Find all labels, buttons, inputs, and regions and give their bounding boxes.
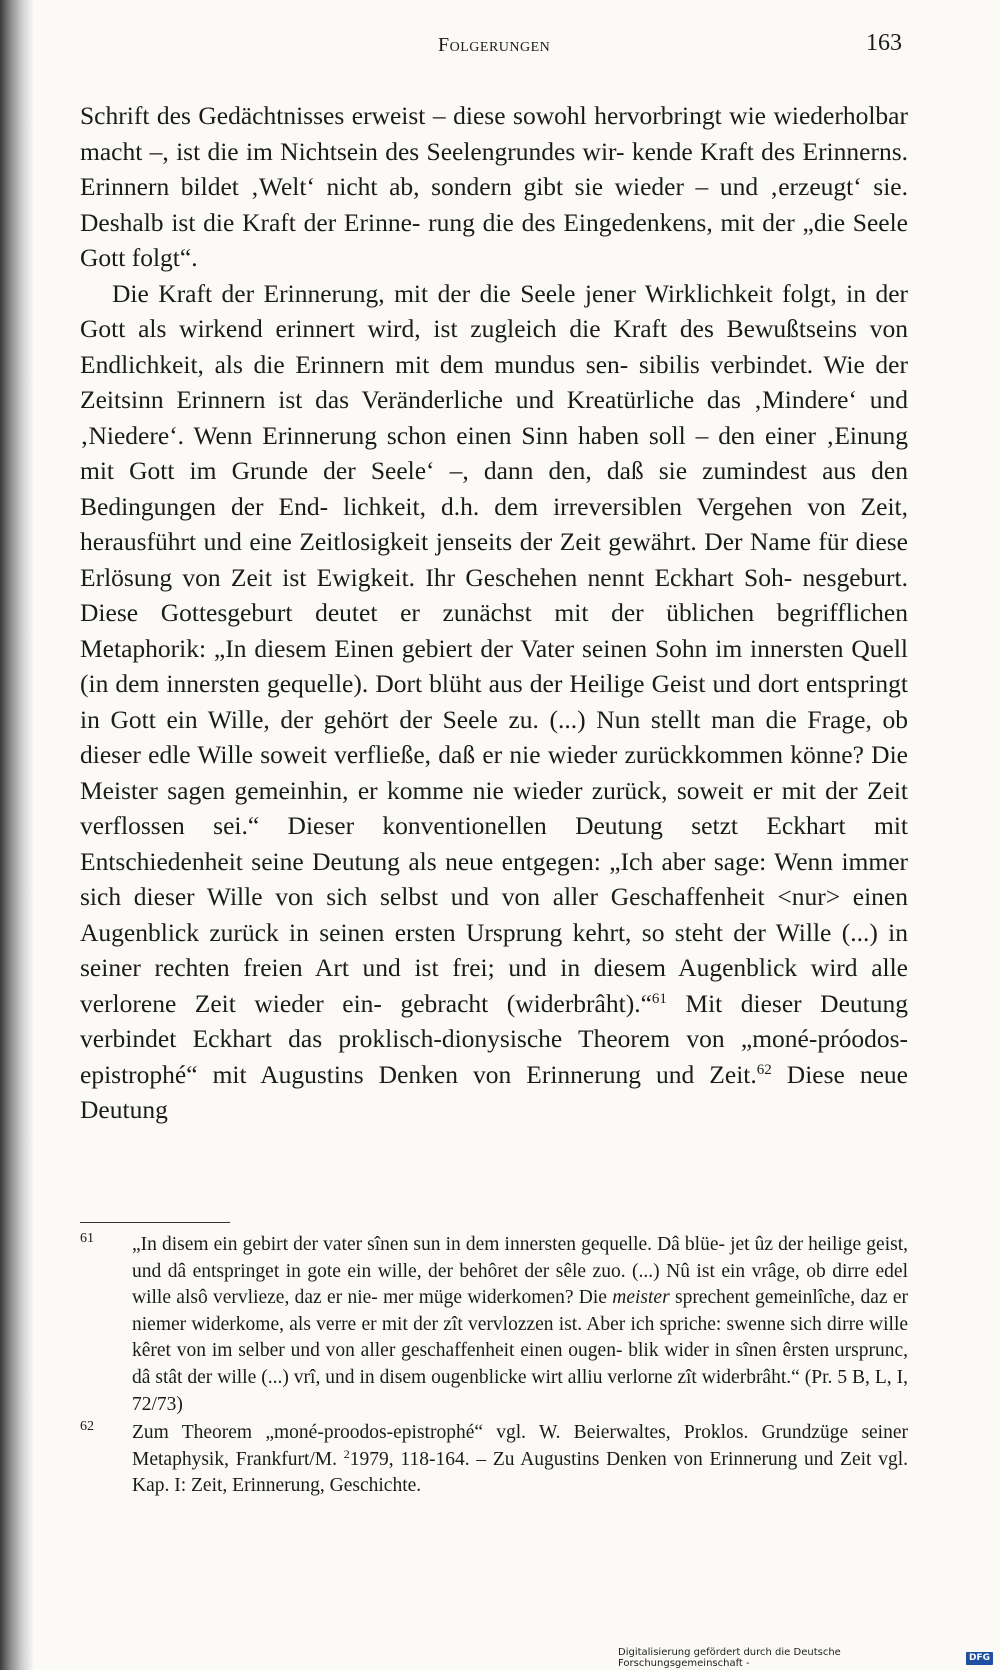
paragraph: Schrift des Gedächtnisses erweist – diese sowohl hervorbringt wie wiederholbar macht –, ist die im Nichtsein des Seelengrundes wir- kende Kraft des Erinnerns. Erinnern bildet ‚Welt‘ nicht ab, sondern gibt sie wieder – und ‚erzeugt‘ sie. Deshalb ist die Kraft der Erinne- rung die des Eingedenkens, mit der „die Seele Gott folgt“.	[80, 101, 909, 272]
footnote-divider	[80, 1222, 230, 1223]
main-text	[80, 98, 908, 1128]
digitization-credit	[618, 1647, 993, 1669]
footnote-62: 62 Zum Theorem „moné-proodos-epistrophé“ vgl. W. Beierwaltes, Proklos. Grundzüge seiner Metaphysik, Frankfurt/M. $^2$1979, 118-164. – Zu Augustins Denken von Erinnerung und Zeit vgl. Kap. I: Zeit, Erinnerung, Geschichte.	[80, 1420, 908, 1500]
paragraph: Die Kraft der Erinnerung, mit der die Seele jener Wirklichkeit folgt, in der Gott als wirkend erinnert wird, ist zugleich die Kraft des Bewußtseins von Endlichkeit, als die Erinnern mit dem mundus sen- sibilis verbindet. Wie der Zeitsinn Erinnern ist das Veränderliche und Kreatürliche das ‚Mindere‘ und ‚Niedere‘. Wenn Erinnerung schon einen Sinn haben soll – den einer ‚Einung mit Gott im Grunde der Seele‘ –, dann den, daß sie zumindest aus den Bedingungen der End- lichkeit, d.h. dem irreversiblen Vergehen von Zeit, herausführt und eine Zeitlosigkeit jenseits der Zeit gewährt. Der Name für diese Erlösung von Zeit ist Ewigkeit. Ihr Geschehen nennt Eckhart Soh- nesgeburt. Diese Gottesgeburt deutet er zunächst mit der üblichen begrifflichen Metaphorik: „In diesem Einen gebiert der Vater seinen Sohn im innersten Quell (in dem innersten gequelle). Dort blüht aus der Heilige Geist und dort entspringt in Gott ein Wille, der gehört der Seele zu. (...) Nun stellt man die Frage, ob dieser edle Wille soweit verfließe, daß er nie wieder zurückkommen könne? Die Meister sagen gemeinhin, er komme nie wieder zurück, soweit er mit der Zeit verflossen sei.“ Dieser konventionellen Deutung setzt Eckhart mit Entschiedenheit seine Deutung als neue entgegen: „Ich aber sage: Wenn immer sich dieser Wille von sich selbst und von aller Geschaffenheit <nur> einen Augenblick zurück in seinen ersten Ursprung kehrt, so steht der Wille (...) in seiner rechten freien Art und ist frei; und in diesem Augenblick wird alle verlorene Zeit wieder ein- gebracht (widerbrâht).“$^{61}$ Mit dieser Deutung verbindet Eckhart das proklisch-dionysische Theorem von „moné-próodos-epistrophé“ mit Augustins Denken von Erinnerung und Zeit.$^{62}$ Diese neue Deutung	[80, 278, 909, 1124]
running-head: Folgerungen	[438, 34, 551, 56]
footnote-ref-61[interactable]: 61	[651, 990, 667, 1007]
footnote-61: 61 „In disem ein gebirt der vater sînen sun in dem innersten gequelle. Dâ blüe- jet ûz der heilige geist, und dâ entspringet in gote ein wille, der behôret der sêle zuo. (...) Nû ist ein vrâge, ob dirre edel wille alsô vervlieze, daz er nie- mer müge widerkomen? Die meister sprechent gemeinlîche, daz er niemer widerkome, als verre er mit der zît vervlozzen ist. Aber ich spriche: swenne sich dirre wille kêret von im selber und von aller geschaffenheit einen ougen- blik wider in sînen êrsten ursprunc, dâ stât der wille (...) vrî, und in disem ougenblicke wirt alliu verlorne zît widerbrâht.“ (Pr. 5 B, L, I, 72/73)	[80, 1232, 908, 1418]
footnote-ref-62[interactable]: 62	[756, 1061, 772, 1078]
credit-text: Digitalisierung gefördert durch die Deutsche Forschungsgemeinschaft -	[618, 1647, 841, 1669]
page-header	[0, 30, 1000, 64]
dfg-logo: DFG	[966, 1652, 993, 1665]
page-number: 163	[866, 30, 902, 56]
footnote-number: 62	[80, 1419, 94, 1435]
footnote-number: 61	[80, 1231, 94, 1246]
book-spine-shadow	[0, 0, 34, 1670]
footnotes	[80, 1232, 908, 1500]
